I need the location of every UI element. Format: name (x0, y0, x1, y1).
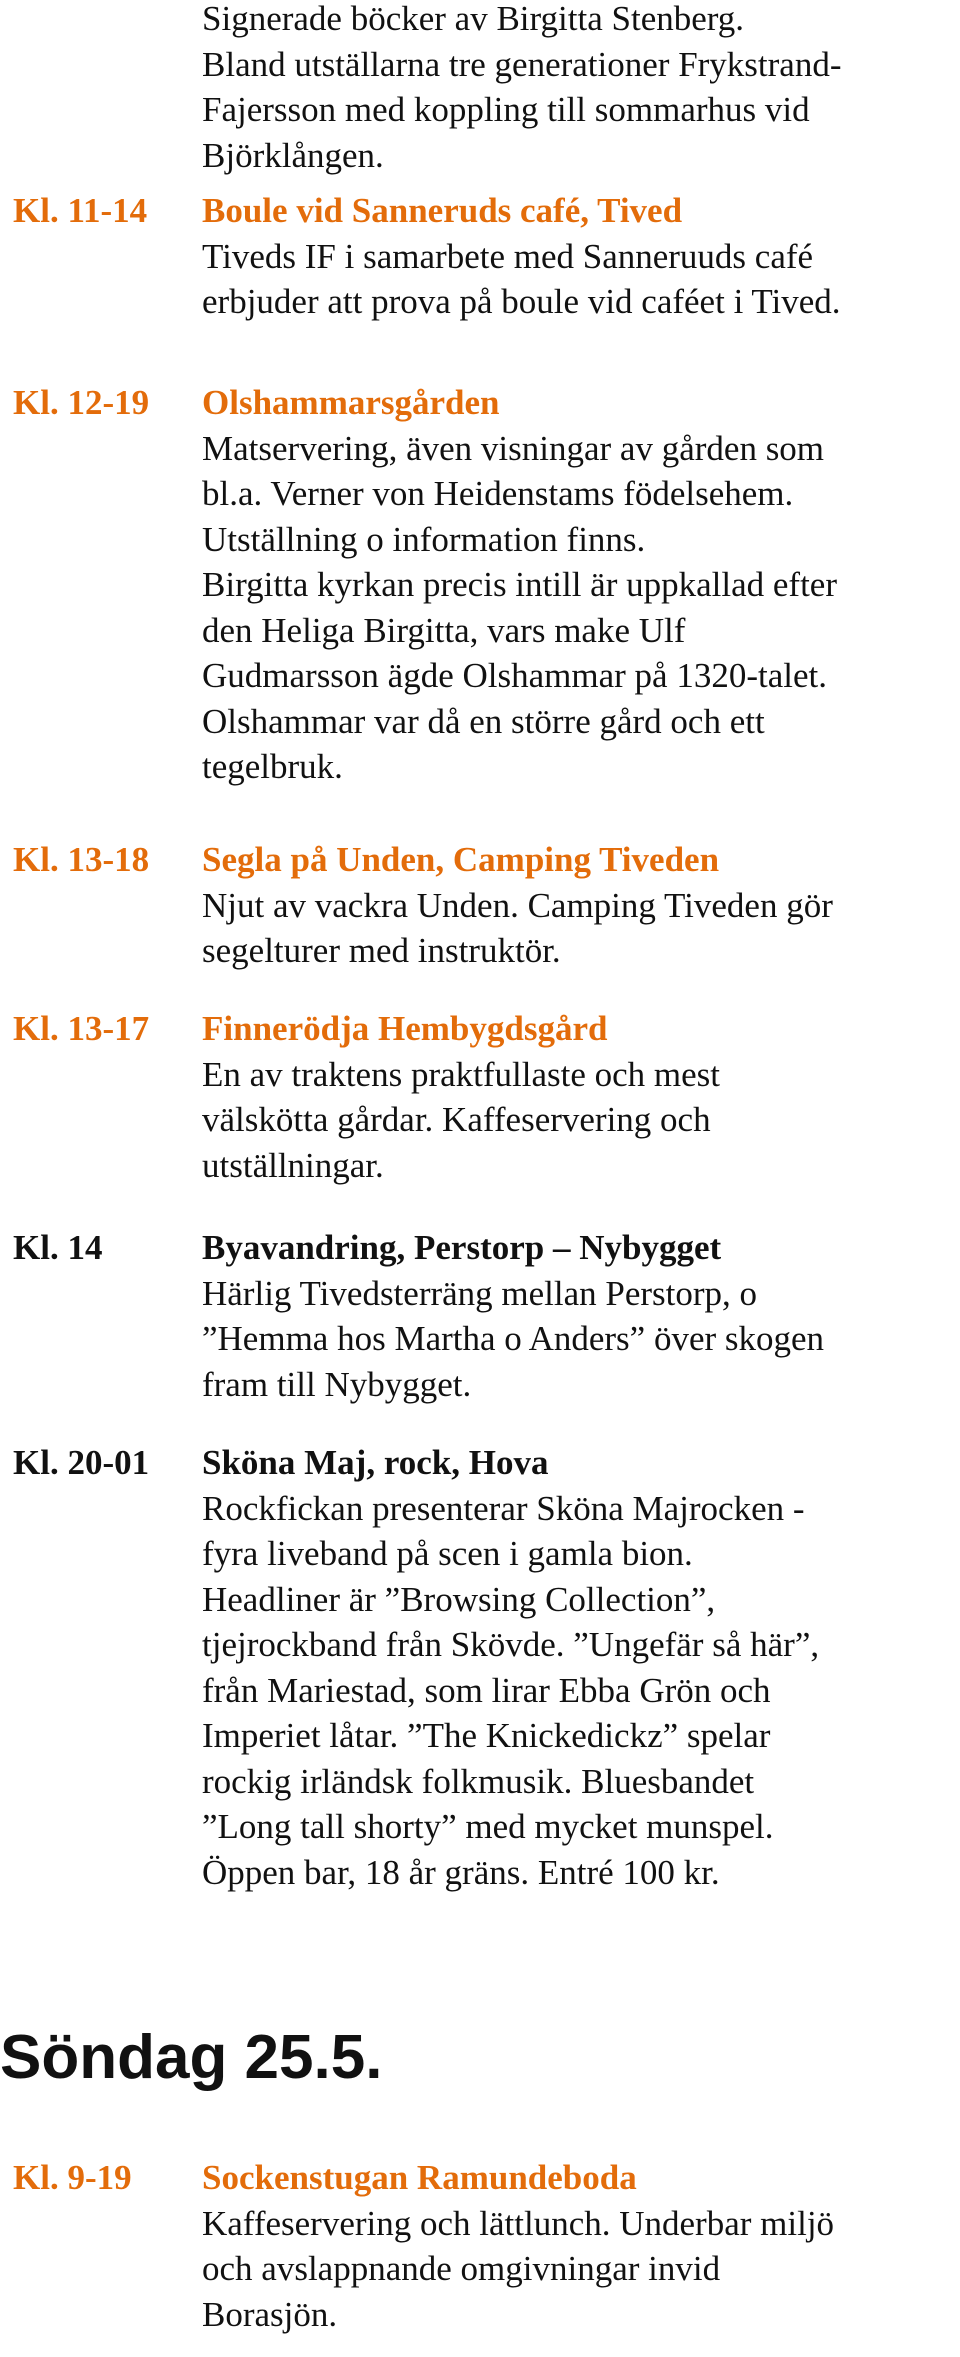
event-title: Segla på Unden, Camping Tiveden (202, 840, 720, 879)
event-title: Boule vid Sanneruds café, Tived (202, 191, 683, 230)
event-content (202, 188, 942, 325)
event-description-line: Borasjön. (202, 2294, 338, 2334)
event-title: Olshammarsgården (202, 383, 500, 422)
event-description-line: tjejrockband från Skövde. ”Ungefär så här”, (202, 1625, 820, 1664)
event-description-line: ”Hemma hos Martha o Anders” över skogen (202, 1319, 825, 1358)
event-description-line: Härlig Tivedsterräng mellan Perstorp, o (202, 1273, 758, 1313)
event-title: Finnerödja Hembygdsgård (202, 1009, 608, 1048)
event-content (202, 2155, 942, 2337)
event-description-line: Utställning o information finns. (202, 519, 646, 559)
event-time: Kl. 11-14 (13, 191, 148, 230)
event-description-line: Birgitta kyrkan precis intill är uppkallad efter (202, 565, 837, 604)
event-title: Sockenstugan Ramundeboda (202, 2158, 637, 2197)
event-description-line: Kaffeservering och lättlunch. Underbar miljö (202, 2203, 835, 2243)
event-description-line: ”Long tall shorty” med mycket munspel. (202, 1807, 774, 1846)
event-time: Kl. 20-01 (13, 1443, 150, 1482)
event-description-line: Tiveds IF i samarbete med Sanneruuds café (202, 236, 814, 276)
event-content (202, 1440, 942, 1895)
event-description-line: bl.a. Verner von Heidenstams födelsehem. (202, 474, 794, 513)
event-description-line: Rockfickan presenterar Sköna Majrocken - (202, 1488, 805, 1528)
event-content (202, 837, 942, 974)
event-description-line: den Heliga Birgitta, vars make Ulf (202, 610, 686, 650)
event-description-line: fram till Nybygget. (202, 1364, 472, 1404)
intro-line: Björklången. (202, 135, 384, 175)
event-time: Kl. 14 (13, 1228, 103, 1267)
event-description-line: Öppen bar, 18 år gräns. Entré 100 kr. (202, 1852, 720, 1892)
event-description-line: Headliner är ”Browsing Collection”, (202, 1579, 716, 1619)
event-description-line: Olshammar var då en större gård och ett (202, 701, 765, 741)
event-time: Kl. 9-19 (13, 2158, 132, 2197)
event-title: Byavandring, Perstorp – Nybygget (202, 1228, 722, 1267)
event-content (202, 1225, 942, 1407)
event-description-line: Matservering, även visningar av gården som (202, 428, 825, 468)
event-description-line: En av traktens praktfullaste och mest (202, 1054, 721, 1094)
event-title: Sköna Maj, rock, Hova (202, 1443, 549, 1482)
event-description-line: erbjuder att prova på boule vid caféet i Tived. (202, 282, 841, 321)
intro-line: Fajersson med koppling till sommarhus vid (202, 90, 810, 129)
intro-line: Bland utställarna tre generationer Frykstrand- (202, 44, 842, 84)
event-time: Kl. 13-17 (13, 1009, 150, 1048)
event-description-line: Gudmarsson ägde Olshammar på 1320-talet. (202, 656, 827, 695)
event-description-line: från Mariestad, som lirar Ebba Grön och (202, 1670, 771, 1710)
event-description-line: segelturer med instruktör. (202, 931, 561, 970)
event-time: Kl. 13-18 (13, 840, 150, 879)
event-description-line: rockig irländsk folkmusik. Bluesbandet (202, 1761, 755, 1801)
event-description-line: välskötta gårdar. Kaffeservering och (202, 1100, 711, 1139)
event-time: Kl. 12-19 (13, 383, 150, 422)
event-description-line: utställningar. (202, 1145, 384, 1185)
event-description-line: och avslappnande omgivningar invid (202, 2249, 721, 2288)
intro-paragraph (202, 0, 942, 178)
event-description-line: tegelbruk. (202, 747, 343, 786)
event-description-line: Njut av vackra Unden. Camping Tiveden gör (202, 885, 833, 925)
event-description-line: fyra liveband på scen i gamla bion. (202, 1534, 693, 1573)
event-description-line: Imperiet låtar. ”The Knickedickz” spelar (202, 1716, 771, 1755)
day-heading: Söndag 25.5. (0, 2023, 383, 2092)
event-content (202, 380, 942, 790)
event-content (202, 1006, 942, 1188)
intro-line: Signerade böcker av Birgitta Stenberg. (202, 0, 745, 38)
